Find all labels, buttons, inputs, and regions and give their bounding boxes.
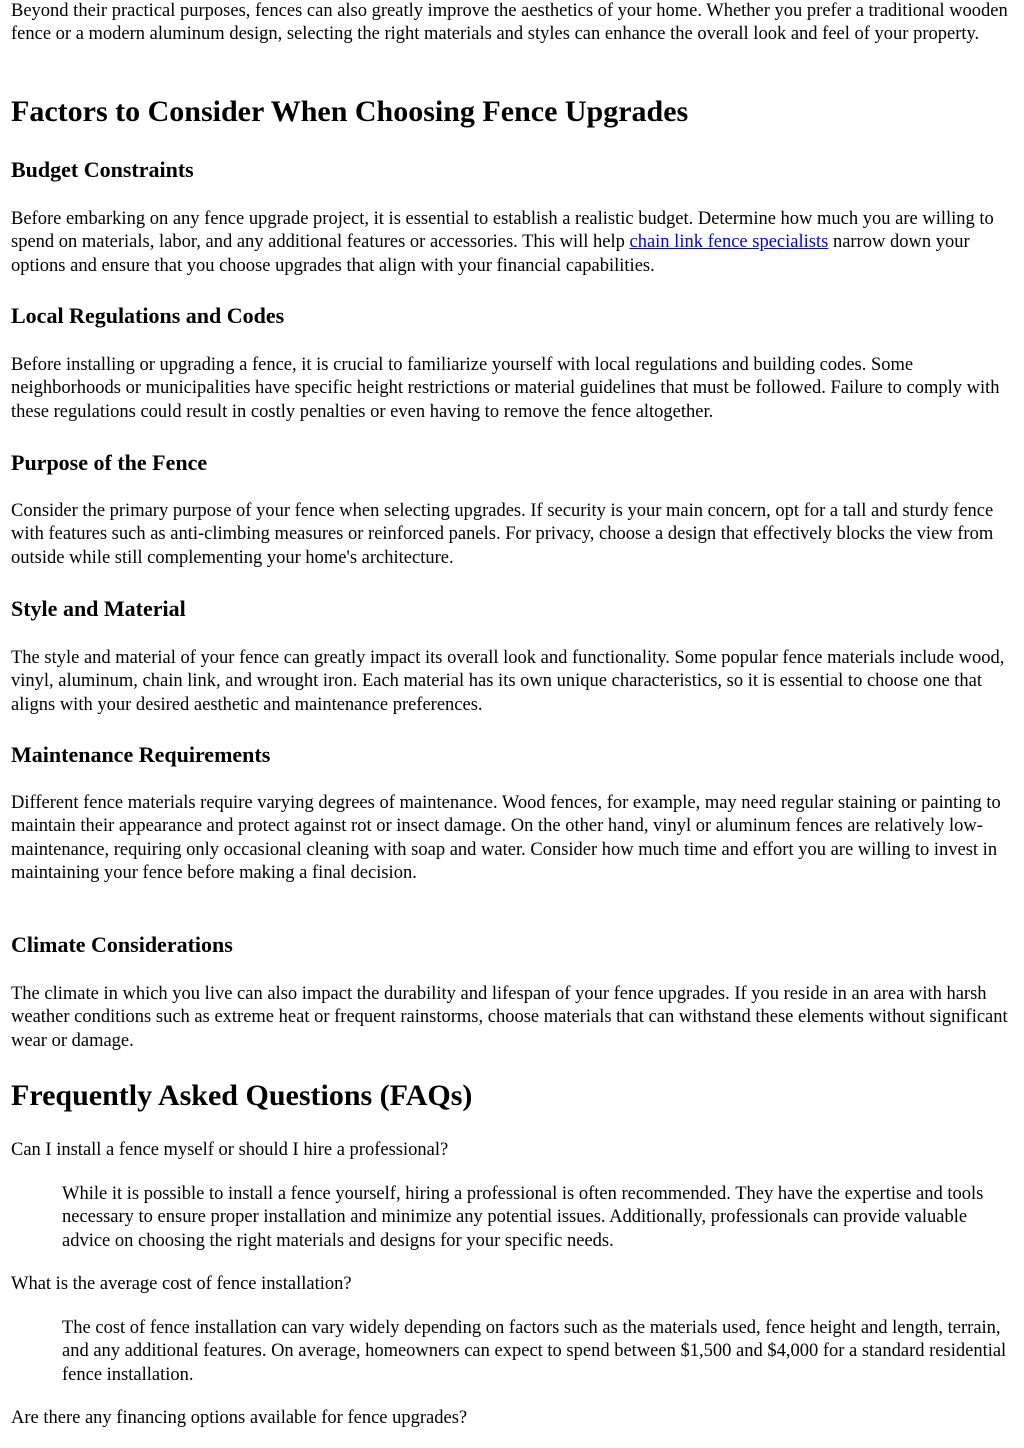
intro-paragraph: Beyond their practical purposes, fences can also greatly improve the aesthetics of your home. Whether you prefer a traditional wooden fence or a modern aluminum design, selecting the right materials and styles can enhance the overall look and feel of your property. (11, 1, 1008, 45)
budget-heading: Budget Constraints (11, 157, 194, 182)
style-paragraph: The style and material of your fence can greatly impact its overall look and functionality. Some popular fence materials include wood, vinyl, aluminum, chain link, and wrought iron. Each material has its own unique characteristics, so it is essential to choose one that aligns with your desired aesthetic and maintenance preferences. (11, 648, 1005, 715)
chain-link-fence-specialists-link[interactable]: chain link fence specialists (629, 232, 829, 253)
climate-heading: Climate Considerations (11, 932, 233, 957)
faq-question: Can I install a fence myself or should I hire a professional? (11, 1140, 449, 1160)
climate-paragraph: The climate in which you live can also impact the durability and lifespan of your fence upgrades. If you reside in an area with harsh weather conditions such as extreme heat or frequent rainstorms, choose materials that can withstand these elements without significant wear or damage. (11, 984, 1008, 1051)
faq-question: Are there any financing options available for fence upgrades? (11, 1408, 468, 1428)
budget-paragraph (11, 208, 1013, 278)
factors-heading: Factors to Consider When Choosing Fence Upgrades (11, 95, 689, 128)
purpose-paragraph: Consider the primary purpose of your fence when selecting upgrades. If security is your main concern, opt for a tall and sturdy fence with features such as anti-climbing measures or reinforced panels. For privacy, choose a design that effectively blocks the view from outside while still complementing your home's architecture. (11, 501, 994, 568)
budget-text-before: Before embarking on any fence upgrade project, it is essential to establish a realistic budget. Determine how much you are willing to spend on materials, labor, and any additional features or accessories. This will help (11, 209, 994, 253)
regulations-paragraph: Before installing or upgrading a fence, it is crucial to familiarize yourself with local regulations and building codes. Some neighborhoods or municipalities have specific height restrictions or material guidelines that must be followed. Failure to comply with these regulations could result in costly penalties or even having to remove the fence altogether. (11, 355, 1000, 422)
maintenance-heading: Maintenance Requirements (11, 742, 271, 767)
faq-question: What is the average cost of fence installation? (11, 1274, 352, 1294)
budget-text-after: narrow down your options and ensure that you choose upgrades that align with your financial capabilities. (11, 232, 970, 276)
purpose-heading: Purpose of the Fence (11, 450, 208, 475)
faq-answer: While it is possible to install a fence yourself, hiring a professional is often recommended. They have the expertise and tools necessary to ensure proper installation and minimize any potential issues. Additionally, professionals can provide valuable advice on choosing the right materials and designs for your specific needs. (62, 1184, 984, 1251)
faq-heading: Frequently Asked Questions (FAQs) (11, 1079, 473, 1112)
style-heading: Style and Material (11, 596, 186, 621)
maintenance-paragraph: Different fence materials require varying degrees of maintenance. Wood fences, for example, may need regular staining or painting to maintain their appearance and protect against rot or insect damage. On the other hand, vinyl or aluminum fences are relatively low-maintenance, requiring only occasional cleaning with soap and water. Consider how much time and effort you are willing to invest in maintaining your fence before making a final decision. (11, 793, 1001, 883)
faq-answer: The cost of fence installation can vary widely depending on factors such as the materials used, fence height and length, terrain, and any additional features. On average, homeowners can expect to spend between $1,500 and $4,000 for a standard residential fence installation. (62, 1318, 1007, 1385)
regulations-heading: Local Regulations and Codes (11, 303, 285, 328)
